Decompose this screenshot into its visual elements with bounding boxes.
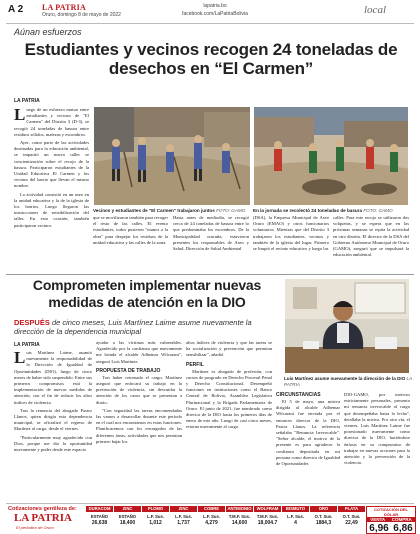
story1-byline: LA PATRIA [14, 98, 40, 104]
rate-buy-value: 6,96 [369, 523, 389, 534]
story1-headline: Estudiantes y vecinos recogen 24 toneladas de desechos en “El Carmen” [24, 40, 398, 78]
story1-paragraph: La actividad consistió en un aseo en la unidad educativa y la de la iglesia de los barrios. Luego llegaron las instrucciones de sensibilización del taller. En esta ocasión, también participaron vecinos [14, 191, 89, 228]
story2-photo-martinez [284, 278, 410, 374]
story1-column-4 [253, 215, 329, 271]
quote-cell: ANTIMONIO T.M.F. Sus. 14,600 [227, 506, 252, 526]
story1-kicker: Aúnan esfuerzos [14, 27, 82, 37]
story2-column-1 [14, 350, 92, 498]
story1-column-2 [93, 215, 168, 271]
section-label: local [364, 4, 386, 16]
story2-paragraph: Tras haber retornado el cargo, Martínez aseguró que enfocará su trabajo en la prevención de violencia, sin descuidar la atención de los casos que se presentan a diario. [96, 374, 182, 405]
story1-photo-students [93, 106, 251, 206]
market-quotes-bar [6, 503, 414, 534]
dollar-rate-title: COTIZACIÓN DEL DÓLAR [374, 507, 408, 517]
story2-column-5 [344, 392, 410, 498]
story2-paragraph: "Con seguridad las tareas encomendadas las vamos a desarrollar durante este período en el cual nos encontramos en estas funciones. Planificaremos con los encargados de las diferentes áreas, actividades que nos permitan primero bajar los [96, 407, 182, 444]
story2-paragraph: DIO-GAMO, por motivos estrictamente personales, presento mi renuncia irrevocable al cargo que desempeñaba hasta la fecha", detallaba la misiva. Por otra vía, el viernes, Luis Martínez Laime fue posesionado nuevamente como director de la DIO, haciéndose énfasis en su compromiso de trabajar en nuevas acciones para la atención y la prevención de la violencia. [344, 392, 410, 466]
story2-caption: Luis Martínez asume nuevamente la dirección de la DIO LA PATRIA [284, 376, 412, 387]
story1-caption-1: Vecinos y estudiantes de "El Carmen" trabajaron juntos FOTO: GAMO [93, 208, 246, 213]
story1-paragraph: uego de un esfuerzo mutuo entre estudiantes y vecinos de "El Carmen" del Distrito 3 (D-3), se recogió 24 toneladas de basura entre residuos sólidos, malezas y escombros. [14, 107, 89, 137]
story1-photo-collection [253, 106, 409, 206]
story2-column-4 [276, 392, 340, 498]
garbage-collection-image [254, 107, 409, 206]
story2-paragraph: uis Martínez Laime, asumió nuevamente la responsabilidad de la Dirección de Igualdad de Oportunidades (DIO), luego de cinco meses de haber sido suspendido. Entre sus primeros compromisos está la implementación de nuevas medidas de atención, con el fin de reducir los altos índices de violencia. [14, 350, 92, 405]
story1-dropcap: L [14, 107, 26, 124]
story2-subhead-proposal: PROPUESTA DE TRABAJO [96, 367, 161, 374]
story1-paragraph: que se movilizaron también para recoger el resto de las calles. El evento estudiantes, todos pusieron "manos a la obra" para despejar los residuos de la unidad educativa y las calles de la zona. [93, 215, 168, 245]
story2-paragraph: Martínez es abogado de profesión, con cursos de posgrado en Derecho Procesal Penal y Derecho Constitucional. Desempeñó funciones en instituciones como el Banco Central de Bolivia, Asamblea Legislativa Plurinacional y la Brigada Parlamentaria de Oruro. El junio de 2021, fue nombrado como director de la DIO hasta los primeros días de enero de este año. Luego de casi cinco meses, retorna nuevamente al cargo. [186, 368, 272, 430]
story2-lead-word: DESPUÉS [14, 318, 50, 327]
story1-paragraph: (DSA), la Empresa Municipal de Aseo Oruro (EMAO) y otros funcionarios voluntarios. Mientras que del Distrito 3 trabajaron los estudiantes, vecinos y también de la iglesia del lugar. Primero se limpió el recinto educativo y luego las [253, 215, 329, 252]
story2-subhead-profile: PERFIL [186, 361, 204, 368]
story1-caption-2: En la jornada se recolectó 24 toneladas de basura FOTO: GAMO [253, 208, 393, 213]
story-divider [6, 274, 414, 275]
rate-sell-value: 6,86 [393, 523, 413, 534]
story1-paragraph: Hasta antes de mediodía, se recogió cerca de 24 toneladas de basura entre lo que predominaba los escombros. De la Municipalidad oruruña, estuvieron presentes los responsables de Aseo y Salud, Dirección de Salud Ambiental [173, 215, 249, 252]
story1-paragraph: calles. Para este recojo se utilizaron dos volquetas, y se espera que en las próximas semanas se repita la actividad en otro distrito. El director de la DSA del Gobierno Autónomo Municipal de Oruro (GAMO), aseguró que se impulsará la educación ambiental. [333, 215, 409, 258]
story2-lead-text: de cinco meses, Luis Martínez Laime asume nuevamente la dirección de la dependencia municipal [14, 318, 252, 336]
story1-paragraph: Ayer, como parte de las actividades destinadas para la educación ambiental, se impartió un nuevo taller se concientización sobre el recojo de la basura. Participaron estudiantes de la Unidad Educativa El Carmen y los vecinos del barrio que llevan el mismo nombre. [14, 140, 89, 189]
quote-cell: DURACOM ESTAÑO 26,638 [86, 506, 113, 534]
story1-column-3 [173, 215, 249, 271]
quote-cell: ORO O.T. Sus. 1884,3 [310, 506, 337, 534]
story2-paragraph: Tras la renuncia del abogado Pastor Llanos, quien dirigía esta dependencia municipal, se oficializó el regreso de Martínez al cargo, desde el viernes. [14, 407, 92, 432]
story2-column-2 [96, 340, 182, 498]
edition-date: Oruro, domingo 8 de mayo de 2022 [42, 12, 121, 18]
rate-buy-label: VENTA [370, 517, 386, 522]
story1-column-1 [14, 107, 89, 272]
quote-cell: BISMUTO L.F. Sus. 4 [282, 506, 309, 534]
story2-dropcap: L [14, 350, 26, 367]
story1-column-5 [333, 215, 409, 271]
quote-cell: PLOMO L.F. Sus. 1,012 [142, 506, 169, 534]
story2-paragraph: "Particularmente muy agradecido con Dios, porque me dio la oportunidad nuevamente y poder desde este espacio [14, 434, 92, 453]
market-title: Cotizaciones gentileza de: [8, 506, 77, 512]
story2-lead [14, 318, 280, 338]
students-cleanup-image [94, 107, 251, 206]
market-slogan: El periódico de Oruro [16, 525, 54, 530]
facebook-link[interactable]: facebook.com/LaPatriaBolivia [182, 11, 248, 17]
story2-byline: LA PATRIA [14, 342, 40, 348]
dollar-rate-box [366, 506, 416, 534]
quote-cell: ZINC ESTAÑO 18,400 [114, 506, 141, 534]
story2-paragraph: El 5 de mayo, una misiva dirigida al alcalde Adhemar Wilcarani fue enviada por el entonces director de la DIO, Pastor Llanos. La referencia señalaba "Renuncia Irrevocable". "Señor alcalde, el motivo de la presente es para agradecer la confianza depositada en mi persona como director de Igualdad de Oportunidades [276, 399, 340, 467]
story2-column-3 [186, 340, 272, 498]
quote-cell: WOLFRAM T.M.F. Sus. 18,004.7 [254, 506, 281, 534]
quote-cell: PLATA O.T. Sus. 22,49 [338, 506, 365, 534]
story2-subhead-circumstances: CIRCUNSTANCIAS [276, 392, 321, 398]
story2-headline: Comprometen implementar nuevas medidas de atención en la DIO [32, 277, 262, 310]
official-at-desk-image [285, 279, 410, 374]
page-number: A 2 [8, 4, 24, 15]
paper-logo: LA PATRIA [42, 3, 86, 12]
market-logo: LA PATRIA [14, 512, 72, 524]
story2-paragraph: altos índices de violencia y que las tareas se ha socialización y prevención que permitan sensibilizar", añadió. [186, 340, 272, 358]
story2-paragraph: ayudar a las víctimas más vulnerables. Agradecido por la confianza que nuevamente me brinda el alcalde Adhemar Wilcarani", aseguró Luis Martínez. [96, 340, 182, 364]
quote-cell: ZINC L.F. Sus. 1,737 [170, 506, 197, 534]
website-link[interactable]: lapatria.bo [203, 3, 227, 9]
rate-sell-label: COMPRA [391, 517, 412, 522]
quote-cell: COBRE L.F. Sus. 4,279 [198, 506, 225, 534]
